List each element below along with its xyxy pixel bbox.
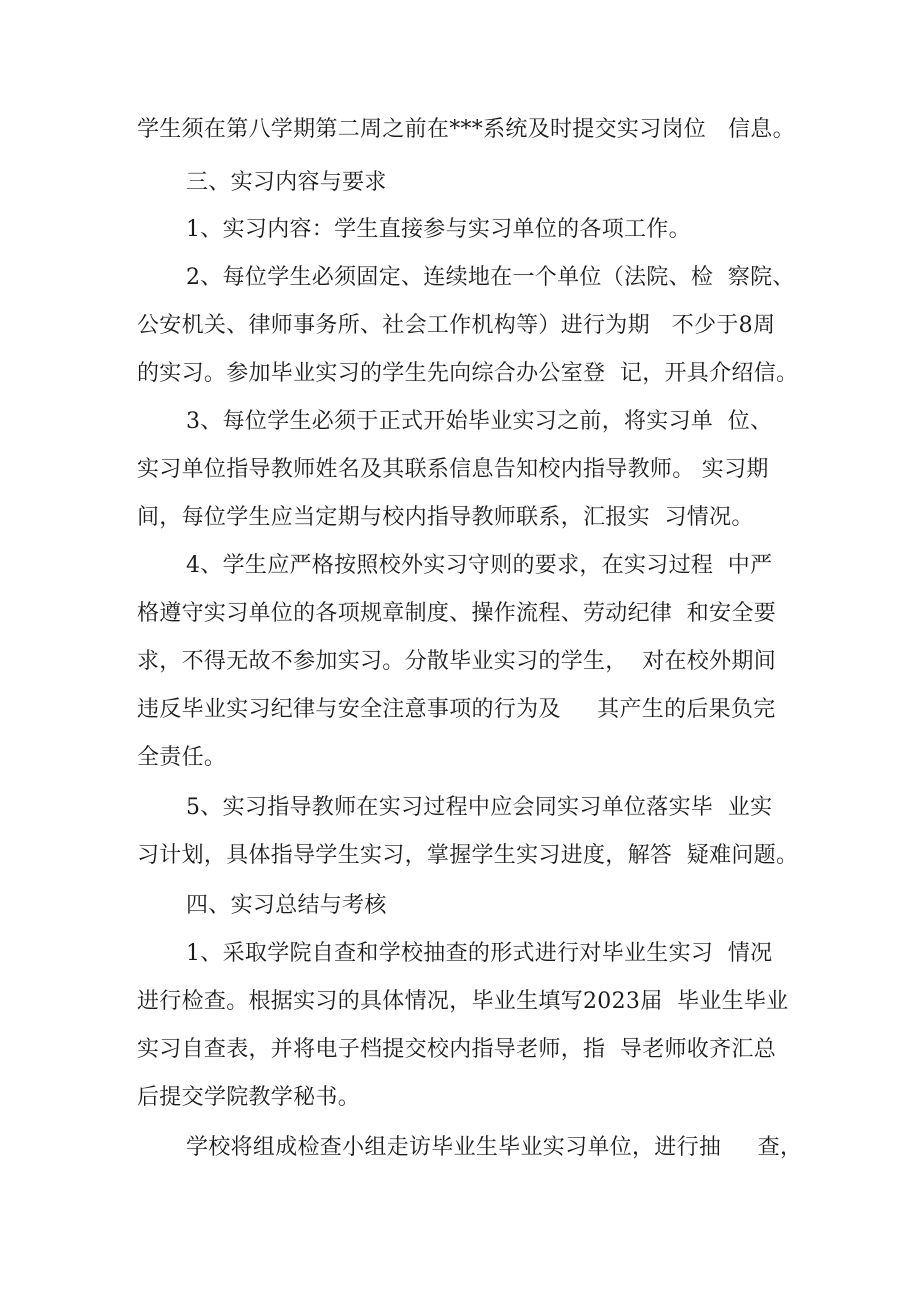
text-line-7: 3、每位学生必须于正式开始毕业实习之前，将实习单 位、	[186, 409, 773, 434]
text-line-21: 后提交学院教学秘书。	[137, 1085, 361, 1110]
text-line-10: 4、学生应严格按照校外实习守则的要求，在实习过程 中严	[186, 553, 773, 578]
text-line-18: 1、采取学院自查和学校抽查的形式进行对毕业生实习 情况	[186, 941, 773, 966]
text-line-5: 公安机关、律师事务所、社会工作机构等）进行为期 不少于8周	[137, 313, 776, 338]
text-line-14: 全责任。	[137, 745, 227, 770]
text-line-15: 5、实习指导教师在实习过程中应会同实习单位落实毕 业实	[186, 795, 773, 820]
text-line-6: 的实习。参加毕业实习的学生先向综合办公室登 记，开具介绍信。	[137, 361, 799, 386]
text-line-19: 进行检查。根据实习的具体情况，毕业生填写2023届 毕业生毕业	[137, 989, 789, 1014]
text-line-11: 格遵守实习单位的各项规章制度、操作流程、劳动纪律 和安全要	[137, 601, 776, 626]
text-line-22: 学校将组成检查小组走访毕业生毕业实习单位，进行抽 查，	[186, 1135, 803, 1160]
section-heading-3: 三、实习内容与要求	[186, 170, 387, 195]
text-line-12: 求，不得无故不参加实习。分散毕业实习的学生， 对在校外期间	[137, 649, 776, 674]
text-line-9: 间，每位学生应当定期与校内指导教师联系，汇报实 习情况。	[137, 505, 754, 530]
section-heading-4: 四、实习总结与考核	[186, 893, 387, 918]
text-line-16: 习计划，具体指导学生实习，掌握学生实习进度，解答 疑难问题。	[137, 843, 799, 868]
text-line-1: 学生须在第八学期第二周之前在***系统及时提交实习岗位 信息。	[137, 117, 795, 142]
text-line-3: 1、实习内容：学生直接参与实习单位的各项工作。	[186, 217, 691, 242]
text-line-4: 2、每位学生必须固定、连续地在一个单位（法院、检 察院、	[186, 265, 795, 290]
text-line-20: 实习自查表，并将电子档提交校内指导老师，指 导老师收齐汇总	[137, 1037, 776, 1062]
text-line-13: 违反毕业实习纪律与安全注意事项的行为及 其产生的后果负完	[137, 697, 776, 722]
text-line-8: 实习单位指导教师姓名及其联系信息告知校内指导教师。 实习期	[137, 457, 769, 482]
